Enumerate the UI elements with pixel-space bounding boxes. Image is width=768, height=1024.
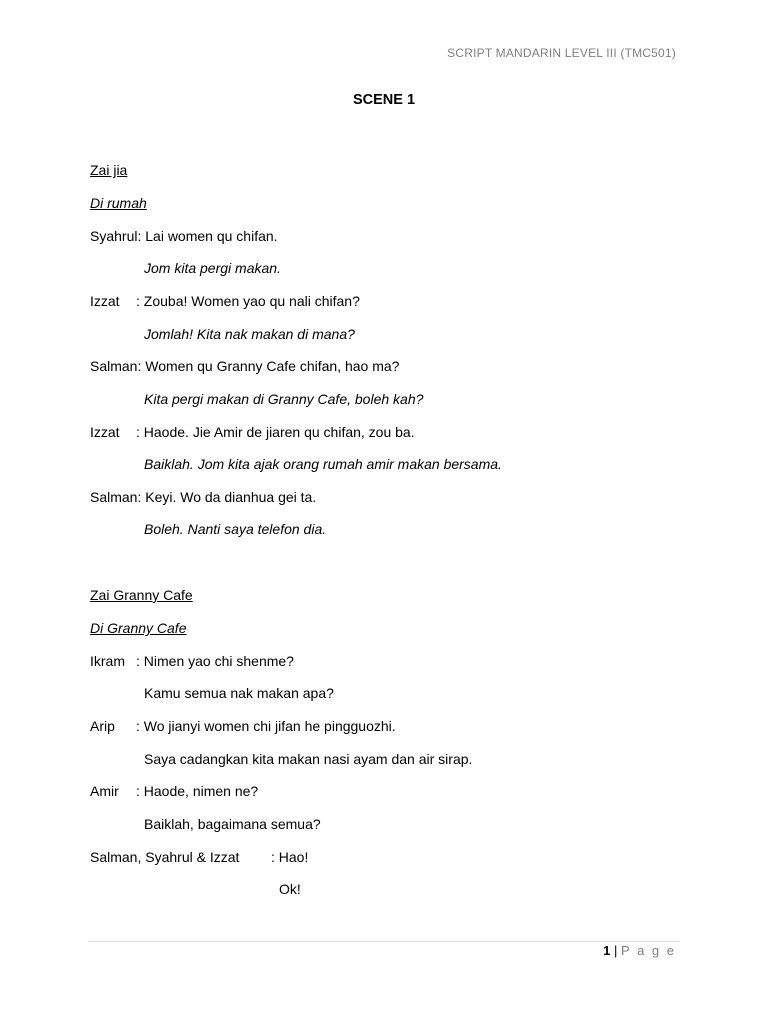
dialogue-line — [90, 227, 278, 245]
dialogue-line — [90, 652, 294, 670]
page-header: SCRIPT MANDARIN LEVEL III (TMC501) — [447, 46, 676, 60]
speaker-name: Arip — [90, 718, 115, 734]
section1-subheading: Di rumah — [90, 195, 147, 211]
dialogue-text: Women qu Granny Cafe chifan, hao ma? — [145, 358, 400, 374]
speaker-name: Salman, Syahrul & Izzat — [90, 849, 240, 865]
dialogue-line — [90, 848, 308, 866]
dialogue-translation: Jom kita pergi makan. — [144, 260, 281, 276]
section2-subheading: Di Granny Cafe — [90, 620, 187, 636]
dialogue-translation: Jomlah! Kita nak makan di mana? — [144, 326, 355, 342]
dialogue-text: Lai women qu chifan. — [145, 228, 278, 244]
dialogue-text: Haode, nimen ne? — [143, 783, 259, 799]
speaker-name: Salman — [90, 489, 138, 505]
dialogue-text: Keyi. Wo da dianhua gei ta. — [145, 489, 317, 505]
dialogue-text: Hao! — [278, 849, 309, 865]
dialogue-translation: Saya cadangkan kita makan nasi ayam dan air sirap. — [144, 751, 473, 767]
dialogue-translation: Kita pergi makan di Granny Cafe, boleh kah? — [144, 391, 424, 407]
page-separator: | — [614, 943, 618, 958]
speaker-name: Izzat — [90, 293, 120, 309]
dialogue-text: Wo jianyi women chi jifan he pingguozhi. — [143, 718, 396, 734]
dialogue-line — [90, 292, 360, 310]
page-label: P a g e — [621, 943, 676, 958]
page-footer — [603, 943, 676, 958]
speaker-colon: : — [271, 849, 279, 865]
speaker-name: Ikram — [90, 653, 125, 669]
speaker-colon: : — [137, 228, 146, 244]
dialogue-translation: Baiklah, bagaimana semua? — [144, 816, 321, 832]
scene-title: SCENE 1 — [352, 92, 416, 108]
speaker-name: Izzat — [90, 424, 120, 440]
speaker-name: Syahrul — [90, 228, 138, 244]
dialogue-line — [90, 357, 399, 375]
dialogue-line — [90, 423, 415, 441]
speaker-colon: : — [137, 489, 146, 505]
dialogue-translation: Baiklah. Jom kita ajak orang rumah amir makan bersama. — [144, 456, 502, 472]
page-number: 1 — [603, 943, 611, 958]
dialogue-line — [90, 782, 258, 800]
section2-heading: Zai Granny Cafe — [90, 587, 193, 603]
speaker-colon: : — [136, 718, 144, 734]
dialogue-translation: Ok! — [279, 881, 301, 897]
dialogue-text: Zouba! Women yao qu nali chifan? — [143, 293, 360, 309]
dialogue-translation: Kamu semua nak makan apa? — [144, 685, 334, 701]
speaker-name: Amir — [90, 783, 119, 799]
dialogue-text: Haode. Jie Amir de jiaren qu chifan, zou ba. — [143, 424, 415, 440]
section1-heading: Zai jia — [90, 162, 128, 178]
footer-rule — [88, 941, 680, 942]
speaker-colon: : — [136, 653, 144, 669]
speaker-name: Salman — [90, 358, 138, 374]
speaker-colon: : — [137, 358, 146, 374]
speaker-colon: : — [136, 293, 144, 309]
dialogue-text: Nimen yao chi shenme? — [143, 653, 294, 669]
dialogue-translation: Boleh. Nanti saya telefon dia. — [144, 521, 327, 537]
dialogue-line — [90, 488, 316, 506]
speaker-colon: : — [136, 424, 144, 440]
dialogue-line — [90, 717, 396, 735]
speaker-colon: : — [136, 783, 144, 799]
